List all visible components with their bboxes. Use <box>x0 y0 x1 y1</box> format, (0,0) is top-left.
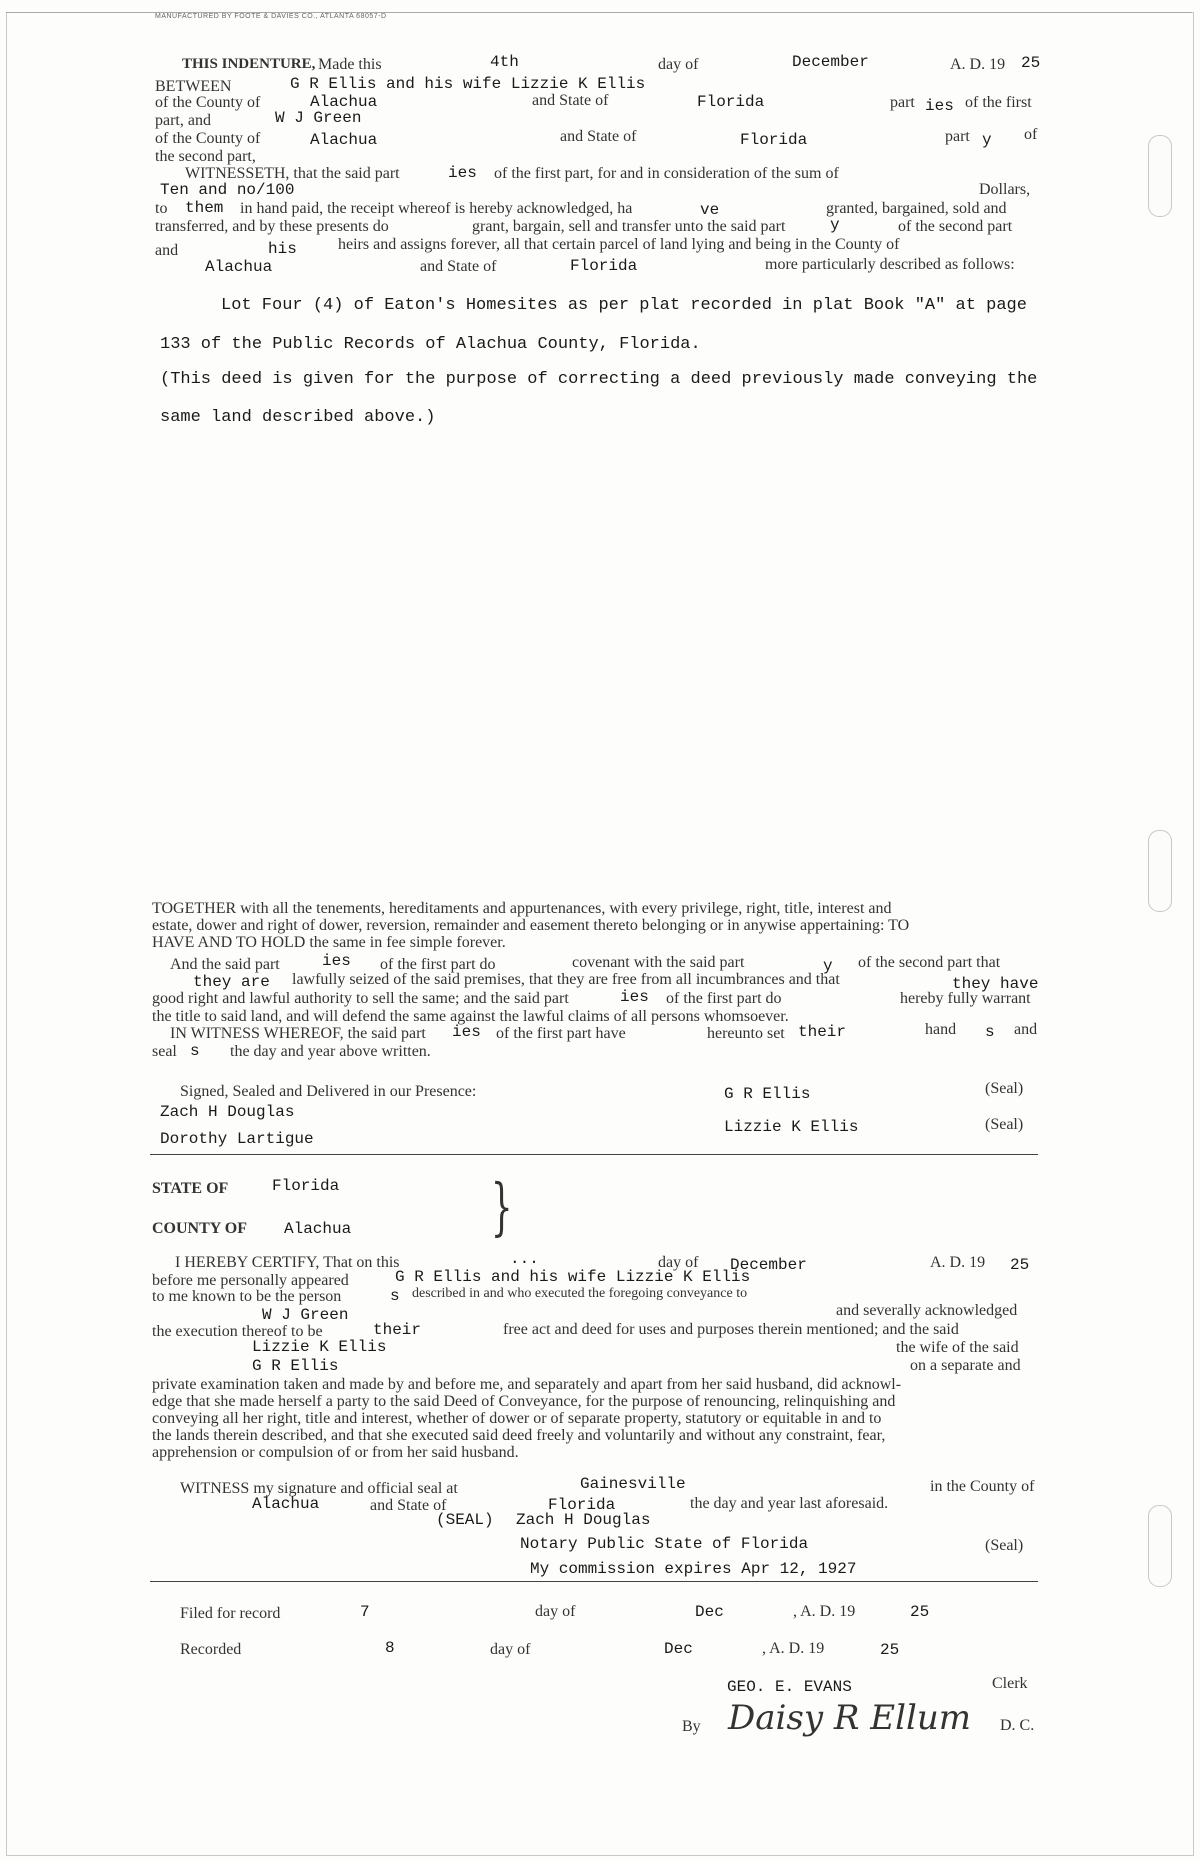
section-divider-1 <box>150 1154 1038 1155</box>
consideration-amount: Ten and no/100 <box>160 181 295 199</box>
state-label-1: and State of <box>532 92 609 109</box>
recorded-ad-label: , A. D. 19 <box>762 1640 825 1657</box>
in-witness-1h: and <box>1014 1021 1038 1038</box>
deed-year: 25 <box>1021 54 1041 72</box>
filed-year: 25 <box>910 1603 930 1621</box>
legal-description-line-4: same land described above.) <box>160 408 436 427</box>
grantor-names: G R Ellis and his wife Lizzie K Ellis <box>290 75 646 93</box>
his-value: his <box>268 240 297 258</box>
covenant-1f: of the second part that <box>858 954 1001 971</box>
state-label-3: and State of <box>420 258 497 275</box>
ve-value: ve <box>700 201 720 219</box>
in-county-text: in the County of <box>930 1478 1035 1495</box>
legal-description-line-2: 133 of the Public Records of Alachua County, Florida. <box>160 335 701 354</box>
ack-county-2: Alachua <box>252 1495 320 1513</box>
witnesseth-a: WITNESSETH, that the said part <box>185 165 400 182</box>
filed-ad-label: , A. D. 19 <box>793 1603 856 1620</box>
covenant-1d: covenant with the said part <box>572 954 745 971</box>
covenant-1b: ies <box>322 952 351 970</box>
covenant-2b: lawfully seized of the said premises, that they are free from all incumbrances and that <box>292 971 840 988</box>
presence-label: Signed, Sealed and Delivered in our Presence: <box>180 1083 477 1100</box>
deputy-clerk-signature: Daisy R Ellum <box>728 1698 971 1738</box>
recorded-month: Dec <box>664 1640 693 1658</box>
deputy-clerk-label: D. C. <box>1000 1717 1035 1734</box>
venue-brace: } <box>490 1170 513 1243</box>
county-1: Alachua <box>310 93 378 111</box>
in-witness-1f: hand <box>925 1021 957 1038</box>
between-label: BETWEEN <box>155 78 232 95</box>
county-label-1: of the County of <box>155 94 261 111</box>
filed-month: Dec <box>695 1603 724 1621</box>
witness-1-name: Zach H Douglas <box>160 1103 295 1121</box>
wife-of-text: the wife of the said <box>896 1339 1019 1356</box>
cert-year: 25 <box>1010 1256 1030 1274</box>
state-of-label: STATE OF <box>152 1180 229 1197</box>
part-and-label: part, and <box>155 112 211 129</box>
clerk-label: Clerk <box>992 1675 1028 1692</box>
notary-title: Notary Public State of Florida <box>520 1535 809 1553</box>
binder-hole-top <box>1148 135 1172 217</box>
grant-bargain-text: grant, bargain, sell and transfer unto the said part <box>472 218 786 235</box>
recorded-day-of-label: day of <box>490 1641 531 1658</box>
known-a: to me known to be the person <box>152 1288 342 1305</box>
to-label: to <box>155 200 168 217</box>
witness-seal-text: WITNESS my signature and official seal at <box>180 1480 458 1497</box>
section-divider-2 <box>150 1581 1038 1582</box>
granted-text: granted, bargained, sold and <box>826 200 1007 217</box>
filed-day-of-label: day of <box>535 1603 576 1620</box>
of-label-2: of <box>1024 126 1038 143</box>
in-witness-1g: s <box>985 1023 995 1041</box>
in-witness-1a: IN WITNESS WHEREOF, the said part <box>170 1025 426 1042</box>
recorded-day: 8 <box>385 1639 395 1657</box>
heirs-text: heirs and assigns forever, all that certain parcel of land lying and being in the County of <box>338 236 900 253</box>
part-label-1: part <box>890 94 915 111</box>
grantee-name: W J Green <box>275 109 362 127</box>
deed-month: December <box>792 53 869 71</box>
by-label: By <box>682 1718 701 1735</box>
covenant-2c: they have <box>952 975 1039 993</box>
recorded-year: 25 <box>880 1641 900 1659</box>
them-value: them <box>185 199 224 217</box>
ack-state-label-2: and State of <box>370 1497 447 1514</box>
county-2: Alachua <box>310 131 378 149</box>
ack-county: Alachua <box>284 1220 352 1238</box>
covenant-4: the title to said land, and will defend the same against the lawful claims of all persons whomsoever. <box>152 1008 789 1025</box>
transferred-text: transferred, and by these presents do <box>155 218 389 235</box>
severally-text: and severally acknowledged <box>836 1302 1018 1319</box>
county-of-label: COUNTY OF <box>152 1220 247 1237</box>
ack-para-1: private examination taken and made by and before me, and separately and apart from her said husband, did acknowl- <box>152 1376 902 1393</box>
dollars-label: Dollars, <box>979 181 1031 198</box>
signer-2-name: Lizzie K Ellis <box>724 1118 859 1136</box>
cert-day-of-label: day of <box>658 1254 699 1271</box>
receipt-text: in hand paid, the receipt whereof is hereby acknowledged, ha <box>240 200 633 217</box>
covenant-2a: they are <box>193 973 270 991</box>
made-this-label: Made this <box>318 56 382 73</box>
part-suffix-2: y <box>982 131 992 149</box>
clerk-name: GEO. E. EVANS <box>727 1678 852 1696</box>
known-c: described in and who executed the foregoing conveyance to <box>412 1286 748 1301</box>
ack-para-5: apprehension or compulsion of or from her said husband. <box>152 1444 519 1461</box>
in-witness-1d: hereunto set <box>707 1025 785 1042</box>
notary-name: Zach H Douglas <box>516 1511 651 1529</box>
part-suffix-1: ies <box>925 97 954 115</box>
execution-text: the execution thereof to be <box>152 1323 323 1340</box>
ack-wife: Lizzie K Ellis <box>252 1338 387 1356</box>
legal-description-line-3: (This deed is given for the purpose of correcting a deed previously made conveying the <box>160 370 1038 389</box>
certify-label: I HEREBY CERTIFY, That on this <box>175 1254 400 1271</box>
in-witness-2c: the day and year above written. <box>230 1043 431 1060</box>
separate-text: on a separate and <box>910 1357 1021 1374</box>
in-witness-1e: their <box>798 1023 847 1041</box>
in-witness-1c: of the first part have <box>496 1025 626 1042</box>
county-3: Alachua <box>205 258 273 276</box>
together-line-1: TOGETHER with all the tenements, hereditaments and appurtenances, with every privilege, right, title, interest and <box>152 900 892 917</box>
binder-hole-bottom <box>1148 1505 1172 1587</box>
covenant-3d: hereby fully warrant <box>900 990 1031 1007</box>
binder-hole-middle <box>1148 830 1172 912</box>
covenant-1c: of the first part do <box>380 956 496 973</box>
covenant-3a: good right and lawful authority to sell the same; and the said part <box>152 990 569 1007</box>
day-of-label: day of <box>658 56 699 73</box>
ack-para-2: edge that she made herself a party to the said Deed of Conveyance, for the purpose of renouncing, relinquishing and <box>152 1393 896 1410</box>
filed-day: 7 <box>360 1603 370 1621</box>
cert-day: ... <box>510 1250 539 1268</box>
free-act-text: free act and deed for uses and purposes therein mentioned; and the said <box>503 1321 959 1338</box>
state-2: Florida <box>740 131 808 149</box>
appeared-label: before me personally appeared <box>152 1272 349 1289</box>
ack-husband: G R Ellis <box>252 1357 339 1375</box>
ack-state-2: Florida <box>548 1496 616 1514</box>
cert-ad-label: A. D. 19 <box>930 1254 986 1271</box>
witness-place: Gainesville <box>580 1475 686 1493</box>
signer-1-seal: (Seal) <box>985 1080 1024 1097</box>
covenant-1e: y <box>823 957 833 975</box>
commission-expiry: My commission expires Apr 12, 1927 <box>530 1560 857 1578</box>
y-value: y <box>830 216 840 234</box>
and-label: and <box>155 242 179 259</box>
last-aforesaid-text: the day and year last aforesaid. <box>690 1495 889 1512</box>
signer-1-name: G R Ellis <box>724 1085 811 1103</box>
notary-seal: (Seal) <box>985 1537 1024 1554</box>
county-label-2: of the County of <box>155 130 261 147</box>
manufacturer-imprint: MANUFACTURED BY FOOTE & DAVIES CO., ATLANTA 68057-D <box>155 13 387 20</box>
witnesseth-ies: ies <box>448 164 477 182</box>
part-label-2: part <box>945 128 970 145</box>
ack-para-4: the lands therein described, and that she executed said deed freely and voluntarily and without any constraint, fear, <box>152 1427 886 1444</box>
of-first-label: of the first <box>965 94 1032 111</box>
witness-2-name: Dorothy Lartigue <box>160 1130 314 1148</box>
signer-2-seal: (Seal) <box>985 1116 1024 1133</box>
recorded-label: Recorded <box>180 1641 242 1658</box>
legal-description-line-1: Lot Four (4) of Eaton's Homesites as per plat recorded in plat Book "A" at page <box>221 296 1027 315</box>
ack-their: their <box>373 1321 422 1339</box>
together-line-3: HAVE AND TO HOLD the same in fee simple forever. <box>152 934 506 951</box>
in-witness-2a: seal <box>152 1043 177 1060</box>
filed-label: Filed for record <box>180 1605 281 1622</box>
together-line-2: estate, dower and right of dower, reversion, remainder and easement thereto belonging or in anywise appertaining: TO <box>152 917 910 934</box>
deed-day: 4th <box>490 53 519 71</box>
ack-state: Florida <box>272 1177 340 1195</box>
ad-label: A. D. 19 <box>950 56 1006 73</box>
second-part-label: the second part, <box>155 148 256 165</box>
state-3: Florida <box>570 257 638 275</box>
state-1: Florida <box>697 93 765 111</box>
cert-month: December <box>730 1256 807 1274</box>
in-witness-2b: s <box>190 1042 200 1060</box>
indenture-title: THIS INDENTURE, <box>182 56 316 72</box>
ack-grantee: W J Green <box>262 1306 349 1324</box>
seal-stamp: (SEAL) <box>436 1511 494 1529</box>
covenant-1a: And the said part <box>170 956 280 973</box>
appeared-names: G R Ellis and his wife Lizzie K Ellis <box>395 1268 751 1286</box>
described-text: more particularly described as follows: <box>765 256 1015 273</box>
state-label-2: and State of <box>560 128 637 145</box>
known-b: s <box>390 1287 400 1305</box>
covenant-3c: of the first part do <box>666 990 782 1007</box>
ack-para-3: conveying all her right, title and interest, whether of dower or of separate property, statutory or equitable in and to <box>152 1410 882 1427</box>
covenant-3b: ies <box>620 988 649 1006</box>
in-witness-1b: ies <box>452 1023 481 1041</box>
witnesseth-b: of the first part, for and in consideration of the sum of <box>494 165 839 182</box>
of-second-part-text: of the second part <box>898 218 1013 235</box>
